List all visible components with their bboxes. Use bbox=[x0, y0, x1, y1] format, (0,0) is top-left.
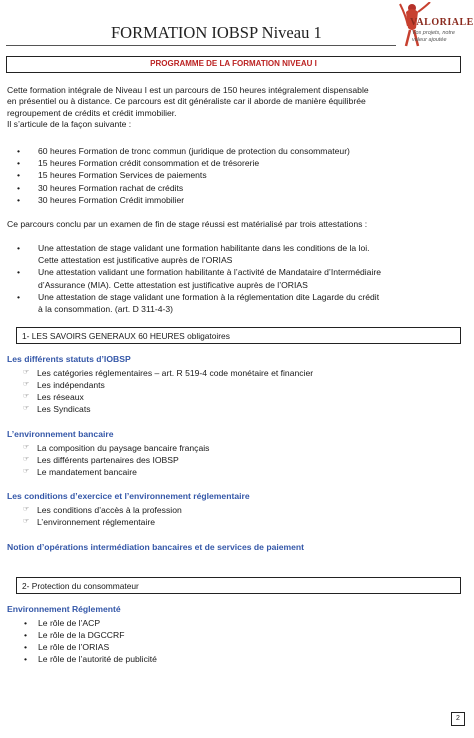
pointing-hand-icon: ☞ bbox=[23, 518, 30, 525]
hours-list bbox=[16, 145, 456, 206]
intro-line: Cette formation intégrale de Niveau I est un parcours de 150 heures intégralement dispensable bbox=[7, 85, 369, 95]
program-title-box bbox=[6, 56, 461, 73]
bullet-icon: • bbox=[17, 194, 21, 205]
list-item-continuation: Cette attestation est justificative auprès de l’ORIAS bbox=[38, 255, 233, 266]
group-items-list bbox=[23, 367, 443, 415]
list-item: ☞ Le mandatement bancaire bbox=[23, 467, 137, 477]
bullet-icon: • bbox=[24, 654, 28, 664]
section-1-title: 1- LES SAVOIRS GENERAUX 60 HEURES obligatoires bbox=[22, 331, 230, 341]
bullet-icon: • bbox=[17, 243, 21, 253]
logo-text: VALORIALE bbox=[410, 17, 474, 28]
list-item-continuation: à la consommation. (art. D 311-4-3) bbox=[38, 304, 174, 315]
program-title: PROGRAMME DE LA FORMATION NIVEAU I bbox=[150, 59, 317, 68]
bullet-icon: • bbox=[24, 642, 28, 652]
list-item-continuation: d’Assurance (MIA). Cette attestation est justificative auprès de l’ORIAS bbox=[38, 279, 308, 290]
section-2-title: 2- Protection du consommateur bbox=[22, 581, 139, 591]
list-item: • Une attestation de stage validant une formation à la réglementation dite Lagarde du crédit bbox=[17, 291, 380, 302]
company-logo bbox=[396, 2, 472, 48]
list-item: • Le rôle de l’ORIAS bbox=[24, 642, 110, 652]
document-title: FORMATION IOBSP Niveau 1 bbox=[111, 23, 322, 42]
list-item: • Une attestation de stage validant une formation habilitante dans les conditions de la loi. bbox=[17, 243, 370, 253]
attestations-list bbox=[16, 242, 456, 315]
group-items-list bbox=[24, 617, 157, 665]
bullet-icon: • bbox=[17, 170, 21, 181]
pointing-hand-icon: ☞ bbox=[23, 369, 30, 376]
exam-text: Ce parcours conclu par un examen de fin de stage réussi est matérialisé par trois attestations : bbox=[7, 219, 368, 229]
list-item: • Le rôle de l’ACP bbox=[24, 618, 101, 628]
list-item: ☞ La composition du paysage bancaire français bbox=[23, 443, 210, 453]
bullet-icon: • bbox=[17, 291, 21, 302]
intro-line: regroupement de crédits et crédit immobilier. bbox=[7, 107, 177, 118]
intro-paragraph bbox=[7, 85, 457, 130]
bullet-icon: • bbox=[24, 618, 28, 628]
list-item: ☞ L’environnement réglementaire bbox=[23, 517, 155, 527]
bullet-icon: • bbox=[17, 267, 21, 278]
group-heading: Les conditions d’exercice et l’environnement réglementaire bbox=[7, 491, 250, 501]
page-number: 2 bbox=[456, 715, 460, 722]
group-items-list bbox=[23, 442, 443, 478]
list-item: ☞ Les catégories réglementaires – art. R 519-4 code monétaire et financier bbox=[23, 368, 314, 378]
list-item: • 15 heures Formation crédit consommation et de trésorerie bbox=[17, 158, 260, 169]
list-item: ☞ Les indépendants bbox=[23, 380, 105, 390]
list-item: • Le rôle de la DGCCRF bbox=[24, 630, 125, 640]
pointing-hand-icon: ☞ bbox=[23, 506, 30, 513]
bullet-icon: • bbox=[17, 146, 21, 156]
list-item: • 30 heures Formation Crédit immobilier bbox=[17, 194, 185, 205]
list-item: ☞ Les réseaux bbox=[23, 392, 84, 402]
group-heading: Notion d’opérations intermédiation bancaires et de services de paiement bbox=[7, 542, 305, 552]
intro-line: en présentiel ou à distance. Ce parcours est dit généraliste car il aborde de manière équilibrée bbox=[7, 96, 366, 107]
pointing-hand-icon: ☞ bbox=[23, 456, 30, 463]
intro-line: Il s’articule de la façon suivante : bbox=[7, 118, 132, 129]
pointing-hand-icon: ☞ bbox=[23, 381, 30, 388]
group-heading: L’environnement bancaire bbox=[7, 429, 114, 439]
bullet-icon: • bbox=[17, 158, 21, 169]
group-heading: Environnement Réglementé bbox=[7, 604, 121, 614]
section-1-box bbox=[16, 327, 461, 344]
list-item: ☞ Les différents partenaires des IOBSP bbox=[23, 455, 179, 465]
bullet-icon: • bbox=[24, 630, 28, 640]
pointing-hand-icon: ☞ bbox=[23, 393, 30, 400]
list-item: • Le rôle de l’autorité de publicité bbox=[24, 654, 157, 664]
group-heading: Les différents statuts d’IOBSP bbox=[7, 354, 131, 364]
page-number-box bbox=[451, 712, 465, 726]
list-item: • Une attestation validant une formation habilitante à l’activité de Mandataire d’Intermédiaire bbox=[17, 267, 381, 278]
list-item: ☞ Les Syndicats bbox=[23, 404, 91, 414]
logo-tagline: Vos projets, notre valeur ajoutée bbox=[412, 30, 455, 43]
section-2-box bbox=[16, 577, 461, 594]
list-item: ☞ Les conditions d’accès à la profession bbox=[23, 505, 182, 515]
pointing-hand-icon: ☞ bbox=[23, 405, 30, 412]
group-items-list bbox=[23, 504, 443, 528]
header-divider bbox=[6, 45, 396, 46]
list-item: • 15 heures Formation Services de paiements bbox=[17, 170, 207, 181]
bullet-icon: • bbox=[17, 182, 21, 193]
pointing-hand-icon: ☞ bbox=[23, 468, 30, 475]
list-item: • 60 heures Formation de tronc commun (juridique de protection du consommateur) bbox=[17, 146, 350, 156]
list-item: • 30 heures Formation rachat de crédits bbox=[17, 182, 184, 193]
pointing-hand-icon: ☞ bbox=[23, 444, 30, 451]
